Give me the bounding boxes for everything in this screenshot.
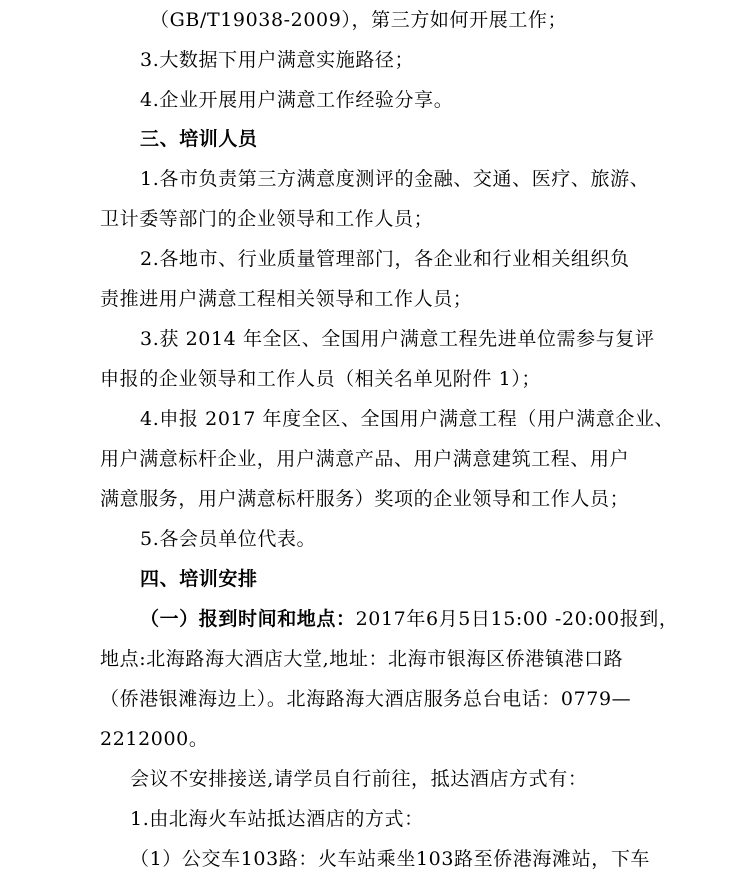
subheading-registration: （一）报到时间和地点： [140,608,356,630]
list-item: 4.企业开展用户满意工作经验分享。 [140,89,454,111]
list-item: 5.各会员单位代表。 [140,528,317,550]
text-line: 地点:北海路海大酒店大堂,地址：北海市银海区侨港镇港口路 [100,648,624,670]
text-line: 责推进用户满意工程相关领导和工作人员； [100,288,473,310]
list-item: 2.各地市、行业质量管理部门，各企业和行业相关组织负 [140,248,630,270]
text-line: （GB/T19038-2009），第三方如何开展工作； [150,9,568,31]
list-item: 4.申报 2017 年度全区、全国用户满意工程（用户满意企业、 [140,408,675,430]
list-item: 3.大数据下用户满意实施路径； [140,49,415,71]
list-item: 3.获 2014 年全区、全国用户满意工程先进单位需参与复评 [140,328,655,350]
text-line: 2212000。 [100,728,209,750]
text-line: 申报的企业领导和工作人员（相关名单见附件 1）； [100,368,542,390]
text-line: 会议不安排接送,请学员自行前往，抵达酒店方式有： [130,768,588,790]
list-item: 1.由北海火车站抵达酒店的方式： [130,808,424,830]
section-heading-arrangement: 四、培训安排 [140,568,258,590]
list-item: 1.各市负责第三方满意度测评的金融、交通、医疗、旅游、 [140,168,650,190]
text-line: 满意服务，用户满意标杆服务）奖项的企业领导和工作人员； [100,488,630,510]
text-line [140,599,749,639]
registration-time: 2017年6月5日15:00 -20:00报到， [355,608,679,630]
list-item: （1）公交车103路：火车站乘坐103路至侨港海滩站，下车 [130,848,651,870]
text-line: 用户满意标杆企业，用户满意产品、用户满意建筑工程、用户 [100,448,630,470]
text-line: （侨港银滩海边上）。北海路海大酒店服务总台电话：0779— [100,688,632,710]
text-line: 卫计委等部门的企业领导和工作人员； [100,208,434,230]
section-heading-trainees: 三、培训人员 [140,128,258,150]
